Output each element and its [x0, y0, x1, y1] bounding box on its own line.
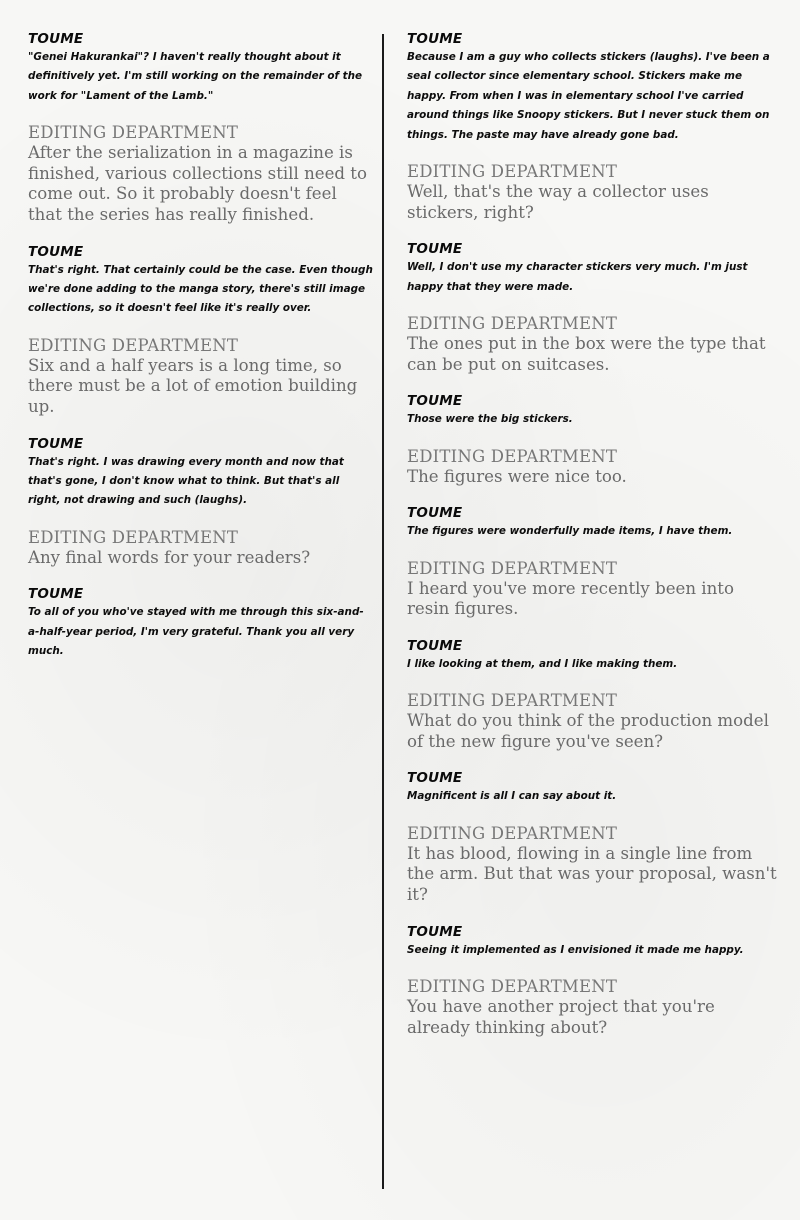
toume-answer: To all of you who've stayed with me through this six-and-a-half-year period, I'm very grateful. Thank you all very much.: [28, 606, 364, 658]
interview-block: [28, 585, 373, 661]
editor-question: What do you think of the production model of the new figure you've seen?: [407, 711, 769, 751]
editor-question: I heard you've more recently been into resin figures.: [407, 578, 734, 619]
editor-question: The figures were nice too.: [407, 466, 627, 486]
speaker-toume: TOUME: [407, 241, 463, 258]
speaker-toume: TOUME: [28, 586, 84, 603]
right-column: [407, 30, 779, 1055]
toume-answer: Seeing it implemented as I envisioned it made me happy.: [407, 943, 744, 956]
editor-question: Well, that's the way a collector uses stickers, right?: [407, 182, 709, 222]
toume-answer: I like looking at them, and I like making them.: [407, 657, 678, 670]
interview-block: [28, 528, 373, 569]
editor-question: Six and a half years is a long time, so there must be a lot of emotion building up.: [28, 355, 358, 416]
interview-block: [407, 392, 779, 429]
interview-block: [28, 243, 373, 319]
speaker-toume: TOUME: [28, 435, 84, 452]
editor-question: You have another project that you're already thinking about?: [407, 997, 715, 1037]
speaker-editing-department: EDITING DEPARTMENT: [407, 162, 618, 182]
speaker-editing-department: EDITING DEPARTMENT: [407, 446, 618, 466]
toume-answer: That's right. That certainly could be the case. Even though we're done adding to the manga story, there's still image collections, so it doesn't feel like it's really over.: [28, 263, 373, 315]
interview-block: [407, 637, 779, 674]
interview-block: [407, 923, 779, 960]
toume-answer: Well, I don't use my character stickers very much. I'm just happy that they were made.: [407, 261, 748, 293]
toume-answer: Those were the big stickers.: [407, 413, 573, 426]
interview-block: [407, 30, 779, 145]
speaker-toume: TOUME: [407, 637, 463, 654]
interview-block: [407, 691, 779, 752]
interview-block: [407, 769, 779, 806]
editor-question: Any final words for your readers?: [28, 547, 311, 567]
editor-question: After the serialization in a magazine is finished, various collections still need to come out. So it probably doesn't feel that the series has really finished.: [28, 143, 367, 224]
speaker-editing-department: EDITING DEPARTMENT: [407, 691, 618, 711]
speaker-editing-department: EDITING DEPARTMENT: [407, 558, 618, 578]
speaker-editing-department: EDITING DEPARTMENT: [407, 977, 618, 996]
speaker-toume: TOUME: [407, 770, 463, 787]
speaker-toume: TOUME: [28, 31, 84, 47]
speaker-toume: TOUME: [28, 243, 84, 260]
editor-question: The ones put in the box were the type that can be put on suitcases.: [407, 334, 766, 374]
speaker-toume: TOUME: [407, 505, 463, 522]
speaker-editing-department: EDITING DEPARTMENT: [28, 527, 239, 547]
editor-question: It has blood, flowing in a single line from the arm. But that was your proposal, wasn't it?: [407, 843, 777, 904]
interview-block: [407, 977, 779, 1038]
interview-block: [28, 30, 373, 106]
interview-block: [407, 447, 779, 488]
toume-answer: The figures were wonderfully made items, I have them.: [407, 525, 733, 538]
interview-block: [28, 435, 373, 511]
interview-block: [407, 162, 779, 223]
speaker-editing-department: EDITING DEPARTMENT: [407, 314, 618, 334]
interview-block: [407, 559, 779, 620]
speaker-toume: TOUME: [407, 923, 463, 940]
left-column: [28, 30, 373, 679]
toume-answer: That's right. I was drawing every month and now that that's gone, I don't know what to think. But that's all right, not drawing and such (laughs).: [28, 455, 344, 507]
interview-block: [407, 314, 779, 375]
speaker-toume: TOUME: [407, 393, 463, 410]
interview-block: [407, 824, 779, 906]
interview-block: [28, 123, 373, 225]
toume-answer: "Genei Hakurankai"? I haven't really thought about it definitively yet. I'm still working on the remainder of the work for "Lament of the Lamb.": [28, 51, 363, 102]
speaker-editing-department: EDITING DEPARTMENT: [28, 335, 239, 355]
speaker-editing-department: EDITING DEPARTMENT: [407, 823, 618, 843]
interview-block: [28, 336, 373, 418]
toume-answer: Magnificent is all I can say about it.: [407, 790, 617, 803]
speaker-editing-department: EDITING DEPARTMENT: [28, 123, 239, 143]
toume-answer: Because I am a guy who collects stickers (laughs). I've been a seal collector since elementary school. Stickers make me happy. From when I was in elementary school I've carried around things like Snoopy stickers. But I never stuck them on things. The paste may have already gone bad.: [407, 51, 770, 141]
speaker-toume: TOUME: [407, 31, 463, 47]
column-divider: [382, 34, 384, 1189]
interview-block: [407, 240, 779, 297]
interview-block: [407, 504, 779, 541]
